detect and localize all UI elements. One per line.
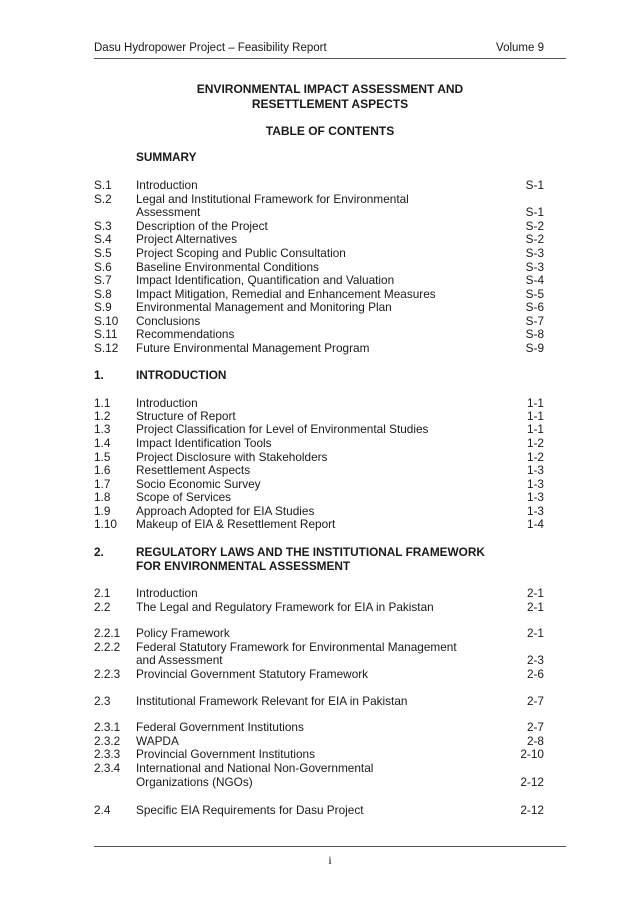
toc-entry-title: Future Environmental Management Program — [136, 341, 370, 355]
toc-entry-page: S-6 — [525, 300, 544, 314]
toc-entry-title: Policy Framework — [136, 626, 230, 640]
toc-entry-title: Introduction — [136, 178, 198, 192]
toc-entry-title: Specific EIA Requirements for Dasu Project — [136, 803, 364, 817]
toc-entry-page: S-1 — [525, 178, 544, 192]
toc-entry — [0, 409, 638, 423]
toc-entry-title: The Legal and Regulatory Framework for EIA in Pakistan — [136, 600, 434, 614]
toc-entry-page: 2-6 — [526, 667, 544, 681]
toc-entry-page: S-2 — [525, 219, 544, 233]
toc-entry — [0, 761, 638, 775]
toc-entry-page: 2-1 — [526, 586, 544, 600]
toc-entry — [0, 653, 638, 667]
toc-entry-page: S-9 — [525, 341, 544, 355]
toc-entry-number: 2.3.2 — [94, 734, 121, 748]
toc-entry-page: 2-1 — [526, 626, 544, 640]
toc-entry-number: 1.1 — [94, 396, 111, 410]
toc-entry — [0, 545, 638, 559]
toc-entry — [0, 626, 638, 640]
toc-entry-title: Environmental Management and Monitoring Plan — [136, 300, 392, 314]
toc-entry-title: Introduction — [136, 586, 198, 600]
toc-entry-title: Scope of Services — [136, 490, 232, 504]
toc-entry — [0, 300, 638, 314]
toc-entry-title: Baseline Environmental Conditions — [136, 260, 319, 274]
toc-entry-number: S.1 — [94, 178, 112, 192]
toc-entry-title: Assessment — [136, 205, 201, 219]
toc-entry-number: S.2 — [94, 192, 112, 206]
toc-entry-page: 2-12 — [520, 803, 544, 817]
toc-entry — [0, 694, 638, 708]
toc-entry-number: 2.4 — [94, 803, 111, 817]
toc-entry — [0, 747, 638, 761]
toc-entry — [0, 192, 638, 206]
toc-entry — [0, 463, 638, 477]
toc-entry-number: 1.4 — [94, 436, 111, 450]
toc-entry — [0, 517, 638, 531]
toc-entry-title: Approach Adopted for EIA Studies — [136, 504, 315, 518]
toc-entry-number: 1.7 — [94, 477, 111, 491]
toc-entry — [0, 600, 638, 614]
toc-entry-title: Project Alternatives — [136, 232, 237, 246]
toc-entry-page: S-8 — [525, 327, 544, 341]
toc-entry-page: 2-3 — [526, 653, 544, 667]
toc-entry-number: S.5 — [94, 246, 112, 260]
toc-entry — [0, 232, 638, 246]
document-title-line2: RESETTLEMENT ASPECTS — [251, 97, 409, 111]
toc-entry — [0, 734, 638, 748]
header-volume: Volume 9 — [496, 42, 544, 54]
toc-entry-number: 2.2 — [94, 600, 111, 614]
toc-entry — [0, 287, 638, 301]
toc-entry-title: SUMMARY — [136, 150, 197, 164]
toc-entry — [0, 260, 638, 274]
toc-entry-number: S.7 — [94, 273, 112, 287]
toc-entry-number: S.6 — [94, 260, 112, 274]
toc-entry-number: 2.2.3 — [94, 667, 121, 681]
toc-entry-page: 2-7 — [526, 694, 544, 708]
toc-entry-page: 1-1 — [526, 409, 544, 423]
toc-entry-page: 2-7 — [526, 720, 544, 734]
toc-entry — [0, 436, 638, 450]
toc-entry-number: S.11 — [94, 327, 118, 341]
toc-entry-number: 2.3 — [94, 694, 111, 708]
toc-entry — [0, 246, 638, 260]
document-title-line1: ENVIRONMENTAL IMPACT ASSESSMENT AND — [196, 82, 464, 96]
toc-entry-title: Project Disclosure with Stakeholders — [136, 450, 328, 464]
toc-entry-title: Organizations (NGOs) — [136, 775, 253, 789]
toc-entry-number: 2.3.1 — [94, 720, 121, 734]
toc-entry-number: 1.3 — [94, 422, 111, 436]
toc-entry-title: International and National Non-Governmental — [136, 761, 374, 775]
toc-entry-title: Legal and Institutional Framework for Environmental — [136, 192, 409, 206]
toc-entry — [0, 477, 638, 491]
toc-entry-number: 1.2 — [94, 409, 111, 423]
toc-entry-title: Federal Statutory Framework for Environmental Management — [136, 640, 457, 654]
toc-entry-page: S-5 — [525, 287, 544, 301]
toc-entry-title: Impact Mitigation, Remedial and Enhancement Measures — [136, 287, 436, 301]
toc-entry-number: 2.3.4 — [94, 761, 121, 775]
toc-entry-page: 2-12 — [520, 775, 544, 789]
toc-entry-title: Makeup of EIA & Resettlement Report — [136, 517, 336, 531]
toc-entry-title: Resettlement Aspects — [136, 463, 251, 477]
toc-entry-number: 1.9 — [94, 504, 111, 518]
page-number: i — [328, 853, 332, 867]
toc-entry-page: S-3 — [525, 246, 544, 260]
toc-entry-title: Provincial Government Institutions — [136, 747, 315, 761]
toc-entry — [0, 667, 638, 681]
toc-entry-page: 1-1 — [526, 396, 544, 410]
toc-entry-number: 2. — [94, 545, 104, 559]
toc-entry-page: 1-3 — [526, 504, 544, 518]
toc-entry-page: S-3 — [525, 260, 544, 274]
toc-entry-page: 2-10 — [520, 747, 544, 761]
toc-entry — [0, 490, 638, 504]
toc-entry-page: 1-2 — [526, 436, 544, 450]
toc-entry-title: Project Classification for Level of Environmental Studies — [136, 422, 429, 436]
toc-entry-page: 2-1 — [526, 600, 544, 614]
toc-entry-page: 1-2 — [526, 450, 544, 464]
toc-entry — [0, 504, 638, 518]
toc-entry-title: and Assessment — [136, 653, 223, 667]
toc-entry — [0, 205, 638, 219]
toc-entry-number: S.12 — [94, 341, 119, 355]
toc-entry-title: Recommendations — [136, 327, 235, 341]
toc-entry — [0, 219, 638, 233]
toc-entry-title: Impact Identification, Quantification and Valuation — [136, 273, 395, 287]
toc-entry-title: Introduction — [136, 396, 198, 410]
toc-entry-page: 1-3 — [526, 490, 544, 504]
toc-entry-title: WAPDA — [136, 734, 179, 748]
toc-entry-number: 1.6 — [94, 463, 111, 477]
toc-entry-page: 1-3 — [526, 463, 544, 477]
toc-entry-title: Conclusions — [136, 314, 201, 328]
toc-entry-title: FOR ENVIRONMENTAL ASSESSMENT — [136, 559, 351, 573]
toc-entry-number: S.4 — [94, 232, 112, 246]
toc-entry-number: S.10 — [94, 314, 119, 328]
toc-heading: TABLE OF CONTENTS — [265, 124, 395, 138]
toc-entry-page: S-4 — [525, 273, 544, 287]
toc-entry — [0, 150, 638, 164]
toc-entry — [0, 422, 638, 436]
toc-entry — [0, 450, 638, 464]
toc-entry-number: S.3 — [94, 219, 112, 233]
toc-entry-number: 1.8 — [94, 490, 111, 504]
toc-entry — [0, 586, 638, 600]
toc-entry-page: S-1 — [525, 205, 544, 219]
toc-entry-title: Socio Economic Survey — [136, 477, 261, 491]
toc-entry-number: 2.1 — [94, 586, 111, 600]
header-title: Dasu Hydropower Project – Feasibility Report — [94, 42, 327, 54]
toc-entry-title: Project Scoping and Public Consultation — [136, 246, 346, 260]
toc-entry-title: REGULATORY LAWS AND THE INSTITUTIONAL FRAMEWORK — [136, 545, 485, 559]
toc-entry — [0, 273, 638, 287]
toc-entry — [0, 178, 638, 192]
toc-entry — [0, 640, 638, 654]
toc-entry-page: 1-4 — [526, 517, 544, 531]
toc-entry-number: 2.2.1 — [94, 626, 121, 640]
toc-entry-number: S.8 — [94, 287, 112, 301]
toc-entry-page: 2-8 — [526, 734, 544, 748]
toc-entry-page: 1-3 — [526, 477, 544, 491]
toc-entry-title: INTRODUCTION — [136, 368, 227, 382]
toc-entry-title: Institutional Framework Relevant for EIA in Pakistan — [136, 694, 408, 708]
toc-entry — [0, 368, 638, 382]
toc-entry-number: 2.3.3 — [94, 747, 121, 761]
toc-entry — [0, 314, 638, 328]
header-rule — [94, 58, 566, 59]
toc-entry — [0, 341, 638, 355]
toc-entry-title: Impact Identification Tools — [136, 436, 272, 450]
toc-entry-page: S-2 — [525, 232, 544, 246]
toc-entry-page: 1-1 — [526, 422, 544, 436]
toc-entry — [0, 803, 638, 817]
toc-entry-number: 1.10 — [94, 517, 117, 531]
toc-entry-number: 1. — [94, 368, 104, 382]
toc-entry — [0, 559, 638, 573]
toc-entry — [0, 327, 638, 341]
toc-entry — [0, 396, 638, 410]
toc-entry — [0, 720, 638, 734]
toc-entry-title: Provincial Government Statutory Framework — [136, 667, 369, 681]
toc-entry — [0, 775, 638, 789]
toc-entry-title: Description of the Project — [136, 219, 268, 233]
toc-entry-number: S.9 — [94, 300, 112, 314]
toc-entry-page: S-7 — [525, 314, 544, 328]
toc-entry-title: Structure of Report — [136, 409, 236, 423]
toc-entry-title: Federal Government Institutions — [136, 720, 304, 734]
toc-entry-number: 2.2.2 — [94, 640, 121, 654]
toc-entry-number: 1.5 — [94, 450, 111, 464]
footer-rule — [94, 846, 566, 847]
